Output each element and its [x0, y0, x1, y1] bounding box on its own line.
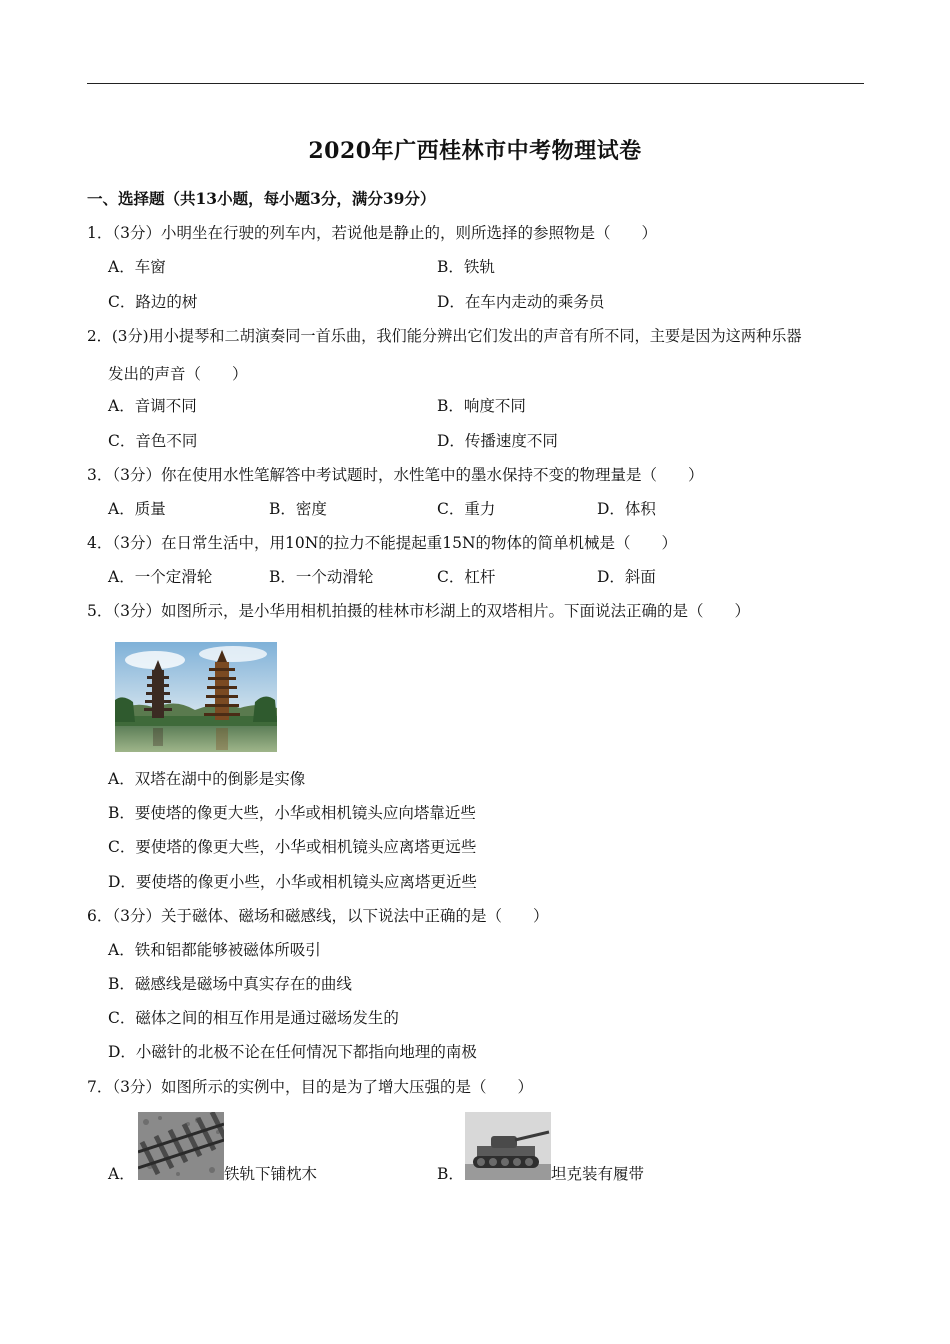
- q6-option-b: B．磁感线是磁场中真实存在的曲线: [108, 975, 352, 993]
- q5-option-b: B．要使塔的像更大些，小华或相机镜头应向塔靠近些: [108, 804, 476, 822]
- question-1-stem: 1．（3分）小明坐在行驶的列车内，若说他是静止的，则所选择的参照物是（ ）: [87, 224, 657, 242]
- q2-option-c: C．音色不同: [108, 432, 198, 450]
- q6-option-c: C．磁体之间的相互作用是通过磁场发生的: [108, 1009, 399, 1027]
- q1-option-c: C．路边的树: [108, 293, 198, 311]
- page-title: 2020年广西桂林市中考物理试卷: [308, 138, 642, 164]
- header-rule: [87, 83, 864, 84]
- q5-option-a: A．双塔在湖中的倒影是实像: [108, 770, 306, 788]
- question-7-stem: 7．（3分）如图所示的实例中，目的是为了增大压强的是（ ）: [87, 1078, 533, 1096]
- q4-option-d: D．斜面: [597, 568, 656, 586]
- q4-option-b: B．一个动滑轮: [269, 568, 374, 586]
- q1-option-d: D．在车内走动的乘务员: [437, 293, 605, 311]
- q5-option-d: D．要使塔的像更小些，小华或相机镜头应离塔更近些: [108, 873, 477, 891]
- section-heading: 一、选择题（共13小题，每小题3分，满分39分）: [87, 189, 436, 208]
- question-2-stem-line2: 发出的声音（ ）: [108, 365, 248, 383]
- railway-sleepers-photo: [138, 1112, 224, 1180]
- q5-option-c: C．要使塔的像更大些，小华或相机镜头应离塔更远些: [108, 838, 477, 856]
- twin-pagodas-photo: [115, 642, 277, 752]
- q1-option-a: A．车窗: [108, 258, 166, 276]
- q1-option-b: B．铁轨: [437, 258, 495, 276]
- tank-photo: [465, 1112, 551, 1180]
- q7-option-a-letter: A．: [108, 1165, 135, 1183]
- q7-option-b-text: 坦克装有履带: [551, 1165, 645, 1183]
- question-5-stem: 5．（3分）如图所示，是小华用相机拍摄的桂林市杉湖上的双塔相片。下面说法正确的是（ ）: [87, 602, 750, 620]
- q7-option-b-letter: B．: [437, 1165, 464, 1183]
- q2-option-b: B．响度不同: [437, 397, 526, 415]
- q6-option-a: A．铁和铝都能够被磁体所吸引: [108, 941, 321, 959]
- question-4-stem: 4．（3分）在日常生活中，用10N的拉力不能提起重15N的物体的简单机械是（ ）: [87, 534, 678, 552]
- q2-option-d: D．传播速度不同: [437, 432, 558, 450]
- q3-option-b: B．密度: [269, 500, 327, 518]
- q3-option-c: C．重力: [437, 500, 496, 518]
- q4-option-c: C．杠杆: [437, 568, 496, 586]
- question-6-stem: 6．（3分）关于磁体、磁场和磁感线，以下说法中正确的是（ ）: [87, 907, 549, 925]
- question-2-stem-line1: 2．(3分)用小提琴和二胡演奏同一首乐曲，我们能分辨出它们发出的声音有所不同，主要是因为这两种乐器: [87, 327, 802, 345]
- q7-option-a-text: 铁轨下铺枕木: [224, 1165, 318, 1183]
- q2-option-a: A．音调不同: [108, 397, 197, 415]
- q4-option-a: A．一个定滑轮: [108, 568, 213, 586]
- q3-option-a: A．质量: [108, 500, 166, 518]
- q3-option-d: D．体积: [597, 500, 656, 518]
- question-3-stem: 3．（3分）你在使用水性笔解答中考试题时，水性笔中的墨水保持不变的物理量是（ ）: [87, 466, 704, 484]
- q6-option-d: D．小磁针的北极不论在任何情况下都指向地理的南极: [108, 1043, 477, 1061]
